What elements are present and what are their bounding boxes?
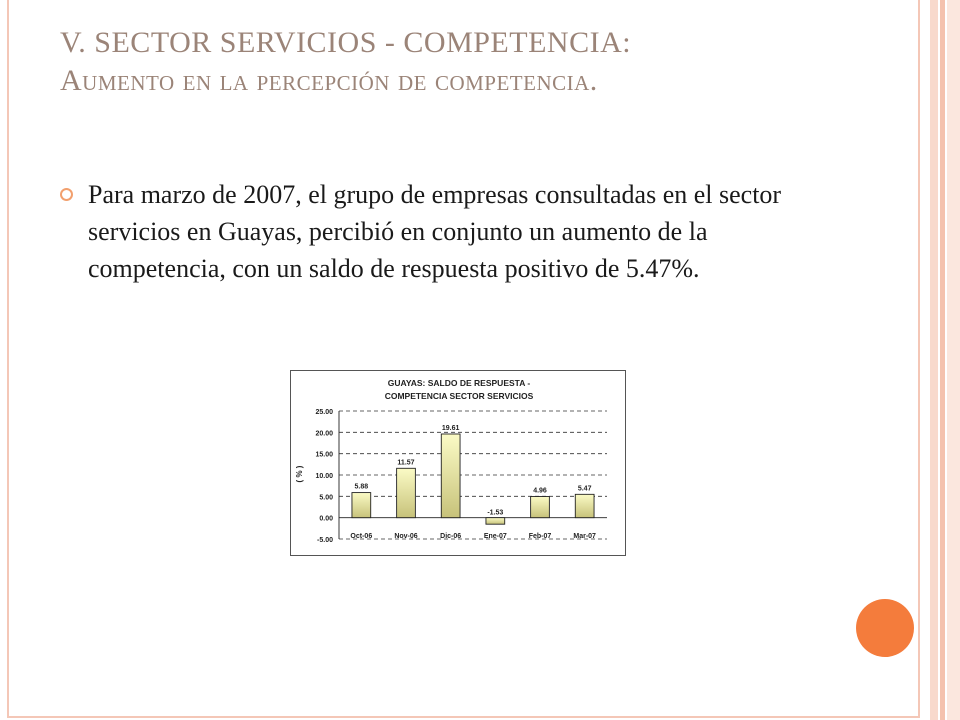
- chart-bar: [486, 518, 505, 525]
- chart-title-line1: GUAYAS: SALDO DE RESPUESTA -: [387, 378, 531, 388]
- chart-y-axis-label: ( % ): [295, 465, 304, 483]
- x-category-label: Ene-07: [483, 533, 507, 540]
- slide-title-line2: Aumento en la percepción de competencia.: [60, 64, 598, 97]
- decorative-stripe-1: [930, 0, 938, 720]
- data-label: 4.96: [533, 487, 547, 495]
- decorative-stripe-2: [940, 0, 945, 720]
- chart-bar: [531, 497, 550, 518]
- y-tick-label: 10.00: [315, 473, 333, 480]
- bullet-text: Para marzo de 2007, el grupo de empresas consultadas en el sector servicios en Guayas, percibió en conjunto un aumento de la competencia, con un saldo de respuesta positivo de 5.47%.: [88, 180, 782, 283]
- x-category-label: Oct-06: [350, 533, 373, 540]
- chart-bar: [575, 494, 594, 517]
- decorative-stripe-3: [947, 0, 960, 720]
- chart-bar: [352, 493, 371, 518]
- x-category-label: Dic-06: [440, 533, 462, 540]
- data-label: 5.47: [577, 485, 592, 493]
- chart-bar: [397, 468, 416, 517]
- x-category-label: Feb-07: [528, 533, 552, 540]
- bar-chart: [291, 371, 627, 557]
- data-label: -1.53: [487, 509, 504, 517]
- y-tick-label: 25.00: [315, 409, 333, 416]
- bullet-item: [60, 176, 820, 287]
- data-label: 5.88: [354, 483, 369, 491]
- decorative-orange-circle: [856, 599, 914, 657]
- x-category-label: Mar-07: [573, 533, 596, 540]
- chart-bar: [441, 434, 460, 518]
- y-tick-label: -5.00: [317, 537, 333, 544]
- chart-container: [290, 370, 626, 556]
- data-label: 11.57: [397, 459, 415, 467]
- x-category-label: Nov-06: [394, 533, 418, 540]
- y-tick-label: 20.00: [315, 430, 333, 438]
- slide-title-line1: V. SECTOR SERVICIOS - COMPETENCIA:: [60, 26, 632, 59]
- slide-frame: [7, 0, 920, 718]
- y-tick-label: 15.00: [315, 451, 333, 459]
- y-tick-label: 5.00: [319, 494, 333, 502]
- y-tick-label: 0.00: [319, 515, 333, 523]
- slide-title: [60, 26, 900, 98]
- data-label: 19.61: [441, 424, 460, 432]
- chart-title-line2: COMPETENCIA SECTOR SERVICIOS: [384, 391, 534, 401]
- bullet-ring-icon: [60, 188, 73, 201]
